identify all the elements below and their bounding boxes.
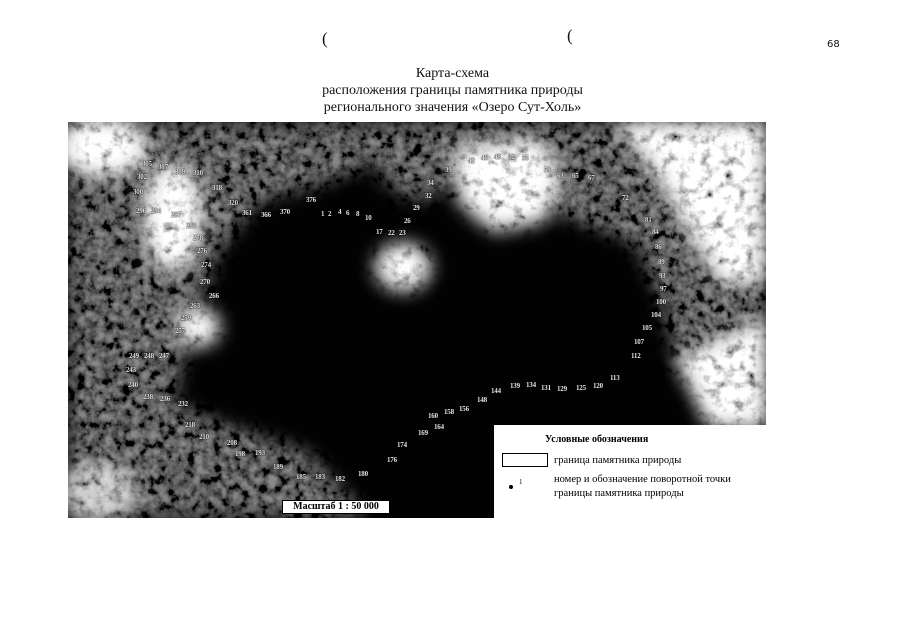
boundary-swatch-icon [502, 453, 548, 467]
boundary-point-label: 86 [655, 243, 662, 251]
boundary-point-label: 210 [199, 433, 209, 441]
boundary-point-label: 29 [413, 204, 420, 212]
boundary-point-label: 249 [129, 352, 139, 360]
bracket-mark-right: ( [567, 26, 573, 45]
boundary-point-label: 238 [143, 393, 153, 401]
boundary-point-label: 305 [142, 160, 152, 168]
boundary-point-label: 266 [209, 292, 219, 300]
boundary-point-label: 174 [397, 441, 407, 449]
boundary-point-label: 278 [193, 234, 203, 242]
boundary-point-label: 100 [656, 298, 666, 306]
bracket-mark-left: ( [322, 29, 328, 48]
boundary-point-label: 52 [508, 153, 515, 161]
boundary-point-label: 107 [634, 338, 644, 346]
map-scale-label: Масштаб 1 : 50 000 [282, 500, 390, 514]
boundary-point-label: 236 [160, 395, 170, 403]
title-line-3: регионального значения «Озеро Сут-Холь» [323, 100, 582, 115]
boundary-point-label: 302 [137, 173, 147, 181]
boundary-point-label: 318 [212, 184, 222, 192]
boundary-point-label: 104 [651, 311, 661, 319]
boundary-point-label: 247 [159, 352, 169, 360]
boundary-point-label: 182 [335, 475, 345, 483]
boundary-point-label: 270 [200, 278, 210, 286]
boundary-point-label: 287 [171, 211, 181, 219]
boundary-point-label: 48 [494, 153, 501, 161]
boundary-point-label: 6 [346, 209, 350, 217]
boundary-point-label: 361 [242, 209, 252, 217]
boundary-point-label: 81 [645, 216, 652, 224]
boundary-point-label: 26 [404, 217, 411, 225]
boundary-point-label: 8 [356, 210, 360, 218]
boundary-point-label: 34 [427, 179, 434, 187]
boundary-point-label: 240 [128, 381, 138, 389]
boundary-point-label: 65 [572, 172, 579, 180]
point-marker-number: 1 [519, 478, 523, 486]
boundary-point-label: 148 [477, 396, 487, 404]
boundary-point-label: 189 [273, 463, 283, 471]
boundary-point-label: 164 [434, 423, 444, 431]
boundary-point-label: 139 [510, 382, 520, 390]
boundary-point-label: 310 [193, 169, 203, 177]
boundary-point-label: 294 [151, 207, 161, 215]
boundary-point-label: 193 [255, 449, 265, 457]
boundary-point-label: 243 [126, 366, 136, 374]
boundary-point-label: 72 [622, 194, 629, 202]
boundary-point-label: 129 [557, 385, 567, 393]
boundary-point-label: 63 [557, 172, 564, 180]
boundary-point-label: 208 [227, 439, 237, 447]
boundary-point-label: 176 [387, 456, 397, 464]
boundary-point-label: 376 [306, 196, 316, 204]
title-line-2: расположения границы памятника природы [322, 83, 583, 98]
boundary-point-label: 248 [144, 352, 154, 360]
boundary-point-label: 169 [418, 429, 428, 437]
boundary-point-label: 144 [491, 387, 501, 395]
boundary-point-label: 134 [526, 381, 536, 389]
boundary-point-label: 59 [544, 166, 551, 174]
boundary-point-label: 259 [181, 314, 191, 322]
legend-boundary-label: граница памятника природы [554, 455, 682, 466]
legend-title: Условные обозначения [545, 434, 649, 445]
boundary-point-label: 276 [197, 247, 207, 255]
boundary-point-label: 307 [158, 163, 168, 171]
boundary-point-label: 97 [660, 285, 667, 293]
boundary-point-label: 125 [576, 384, 586, 392]
boundary-point-label: 23 [399, 229, 406, 237]
boundary-point-label: 180 [358, 470, 368, 478]
boundary-point-label: 105 [642, 324, 652, 332]
boundary-point-label: 2 [328, 210, 332, 218]
boundary-point-label: 1 [321, 210, 325, 218]
boundary-point-label: 42 [468, 157, 475, 165]
map-title [0, 65, 905, 116]
boundary-point-label: 120 [593, 382, 603, 390]
boundary-point-label: 4 [338, 208, 342, 216]
boundary-point-label: 300 [133, 188, 143, 196]
boundary-point-label: 370 [280, 208, 290, 216]
page-number: 68 [827, 39, 840, 50]
boundary-point-label: 46 [481, 154, 488, 162]
boundary-point-label: 22 [388, 229, 395, 237]
boundary-point-label: 89 [658, 258, 665, 266]
boundary-point-label: 93 [659, 272, 666, 280]
boundary-point-label: 67 [588, 174, 595, 182]
boundary-point-label: 283 [186, 222, 196, 230]
boundary-point-label: 232 [178, 400, 188, 408]
map-legend [494, 425, 766, 518]
boundary-point-label: 10 [365, 214, 372, 222]
boundary-point-label: 296 [136, 207, 146, 215]
legend-point-label-line-2: границы памятника природы [554, 488, 684, 499]
boundary-point-label: 366 [261, 211, 271, 219]
boundary-point-label: 160 [428, 412, 438, 420]
boundary-point-label: 185 [296, 473, 306, 481]
legend-point-label-line-1: номер и обозначение поворотной точки [554, 474, 731, 485]
boundary-point-label: 198 [235, 450, 245, 458]
title-line-1: Карта-схема [415, 66, 490, 81]
boundary-point-label: 183 [315, 473, 325, 481]
boundary-point-label: 84 [652, 228, 659, 236]
boundary-point-label: 218 [185, 421, 195, 429]
boundary-point-label: 309 [175, 168, 185, 176]
boundary-point-label: 131 [541, 384, 551, 392]
boundary-point-label: 17 [376, 228, 383, 236]
boundary-point-label: 112 [631, 352, 641, 360]
boundary-point-label: 274 [201, 261, 211, 269]
boundary-point-label: 113 [610, 374, 620, 382]
boundary-point-label: 320 [228, 199, 238, 207]
boundary-point-label: 257 [175, 327, 185, 335]
boundary-point-label: 39 [445, 166, 452, 174]
point-marker-icon [509, 485, 513, 489]
boundary-point-label: 55 [522, 154, 529, 162]
boundary-point-label: 158 [444, 408, 454, 416]
boundary-point-label: 263 [190, 302, 200, 310]
boundary-point-label: 156 [459, 405, 469, 413]
boundary-point-label: 32 [425, 192, 432, 200]
